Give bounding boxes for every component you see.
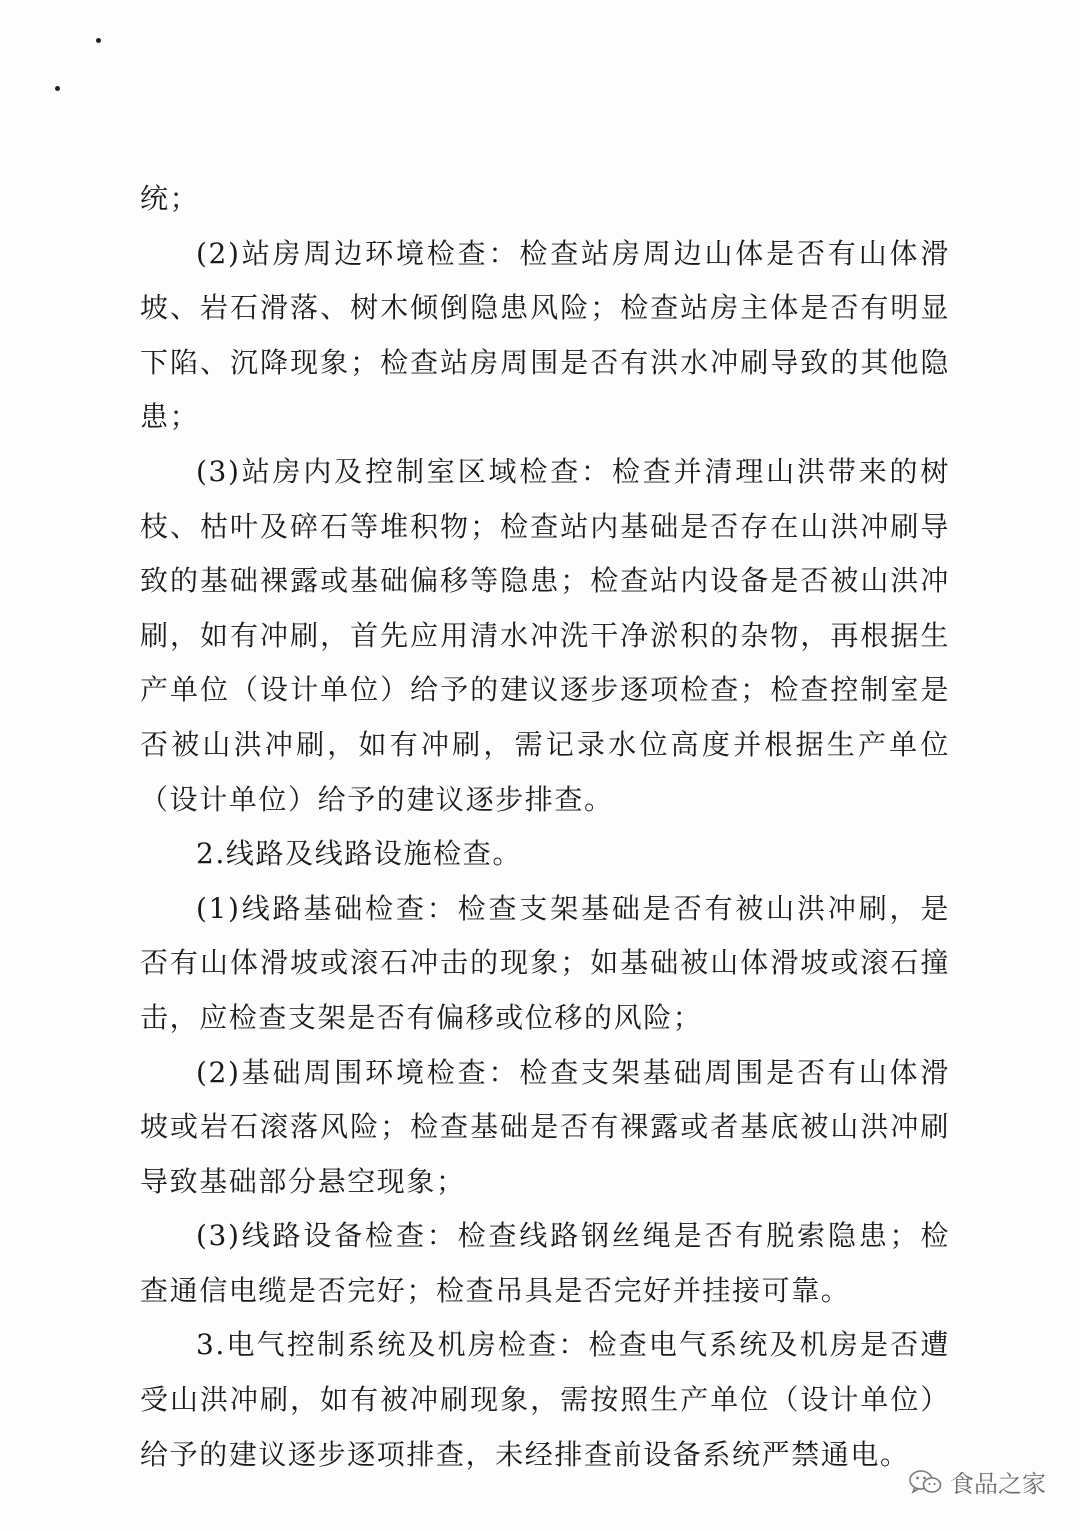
paragraph-line-equipment: (3)线路设备检查：检查线路钢丝绳是否有脱索隐患；检查通信电缆是否完好；检查吊具是否完好并挂接可靠。 (140, 1219, 950, 1307)
wechat-icon (908, 1468, 942, 1496)
scan-speck (55, 86, 60, 91)
paragraph-control-room: (3)站房内及控制室区域检查：检查并清理山洪带来的树枝、枯叶及碎石等堆积物；检查站内基础是否存在山洪冲刷导致的基础裸露或基础偏移等隐患；检查站内设备是否被山洪冲刷，如有冲刷，首先应用清水冲洗干净淤积的杂物，再根据生产单位（设计单位）给予的建议逐步逐项检查；检查控制室是否被山洪冲刷，如有冲刷，需记录水位高度并根据生产单位（设计单位）给予的建议逐步排查。 (140, 454, 950, 816)
paragraph-foundation-environment: (2)基础周围环境检查：检查支架基础周围是否有山体滑坡或岩石滚落风险；检查基础是否有裸露或者基底被山洪冲刷导致基础部分悬空现象； (140, 1055, 950, 1198)
heading-line-inspection: 2.线路及线路设施检查。 (196, 837, 522, 871)
paragraph-line-foundation: (1)线路基础检查：检查支架基础是否有被山洪冲刷，是否有山体滑坡或滚石冲击的现象；如基础被山体滑坡或滚石撞击，应检查支架是否有偏移或位移的风险； (140, 891, 950, 1034)
scan-speck (96, 38, 101, 43)
watermark-text: 食品之家 (950, 1470, 1046, 1498)
paragraph-continuation: 统； (140, 182, 200, 215)
paragraph-electrical-control: 3.电气控制系统及机房检查：检查电气系统及机房是否遭受山洪冲刷，如有被冲刷现象，需按照生产单位（设计单位）给予的建议逐步逐项排查，未经排查前设备系统严禁通电。 (140, 1328, 950, 1471)
watermark (908, 1464, 1046, 1499)
document-body (140, 172, 950, 1482)
paragraph-station-surroundings: (2)站房周边环境检查：检查站房周边山体是否有山体滑坡、岩石滑落、树木倾倒隐患风险；检查站房主体是否有明显下陷、沉降现象；检查站房周围是否有洪水冲刷导致的其他隐患； (140, 236, 950, 434)
